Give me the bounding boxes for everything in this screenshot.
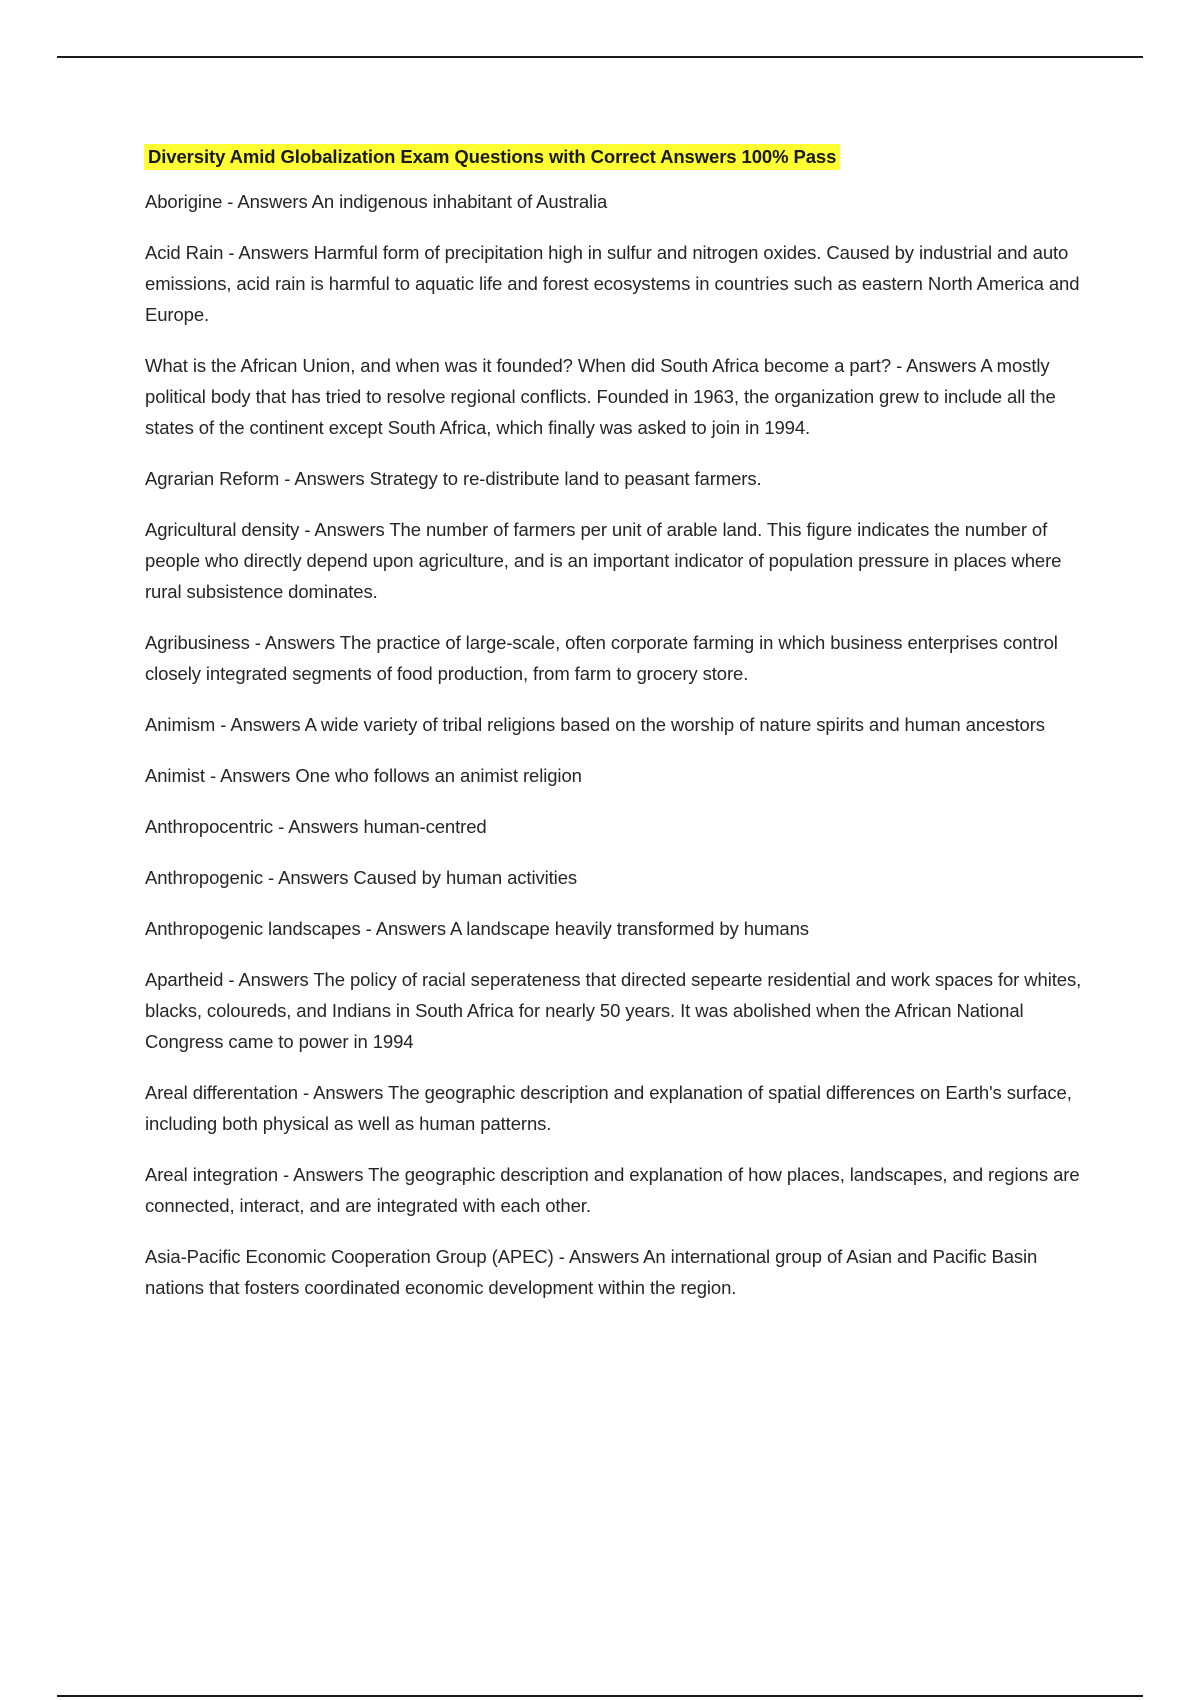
entry-areal-differentation: Areal differentation - Answers The geographic description and explanation of spatial differences on Earth's surface, including both physical as well as human patterns. — [145, 1082, 1072, 1134]
entry-anthropogenic-landscapes: Anthropogenic landscapes - Answers A landscape heavily transformed by humans — [145, 918, 809, 939]
entry-apartheid: Apartheid - Answers The policy of racial seperateness that directed sepearte residential and work spaces for whites, blacks, coloureds, and Indians in South Africa for nearly 50 years. It was abolished when the African National Congress came to power in 1994 — [145, 969, 1082, 1052]
entry-agricultural-density: Agricultural density - Answers The number of farmers per unit of arable land. This figure indicates the number of people who directly depend upon agriculture, and is an important indicator of population pressure in places where rural subsistence dominates. — [145, 519, 1062, 602]
entry-areal-integration: Areal integration - Answers The geographic description and explanation of how places, landscapes, and regions are connected, interact, and are integrated with each other. — [145, 1164, 1080, 1216]
entry-acid-rain: Acid Rain - Answers Harmful form of precipitation high in sulfur and nitrogen oxides. Caused by industrial and auto emissions, acid rain is harmful to aquatic life and forest ecosystems in countries such as eastern North America and Europe. — [145, 242, 1080, 325]
document-title: Diversity Amid Globalization Exam Questions with Correct Answers 100% Pass — [144, 144, 840, 170]
entry-agrarian-reform: Agrarian Reform - Answers Strategy to re-distribute land to peasant farmers. — [145, 468, 762, 489]
entry-agribusiness: Agribusiness - Answers The practice of large-scale, often corporate farming in which business enterprises control closely integrated segments of food production, from farm to grocery store. — [145, 632, 1058, 684]
entry-african-union: What is the African Union, and when was it founded? When did South Africa become a part? - Answers A mostly political body that has tried to resolve regional conflicts. Founded in 1963, the organization grew to include all the states of the continent except South Africa, which finally was asked to join in 1994. — [145, 355, 1056, 438]
header-rule — [57, 56, 1143, 58]
footer-rule — [57, 1695, 1143, 1697]
entry-apec: Asia-Pacific Economic Cooperation Group (APEC) - Answers An international group of Asian and Pacific Basin nations that fosters coordinated economic development within the region. — [145, 1246, 1038, 1298]
entry-aborigine: Aborigine - Answers An indigenous inhabitant of Australia — [145, 191, 608, 212]
entry-anthropogenic: Anthropogenic - Answers Caused by human activities — [145, 867, 578, 888]
entry-anthropocentric: Anthropocentric - Answers human-centred — [145, 816, 487, 837]
document-body — [145, 144, 1090, 1323]
entry-list — [145, 186, 1090, 1303]
entry-animist: Animist - Answers One who follows an animist religion — [145, 765, 582, 786]
entry-animism: Animism - Answers A wide variety of tribal religions based on the worship of nature spirits and human ancestors — [145, 714, 1045, 735]
